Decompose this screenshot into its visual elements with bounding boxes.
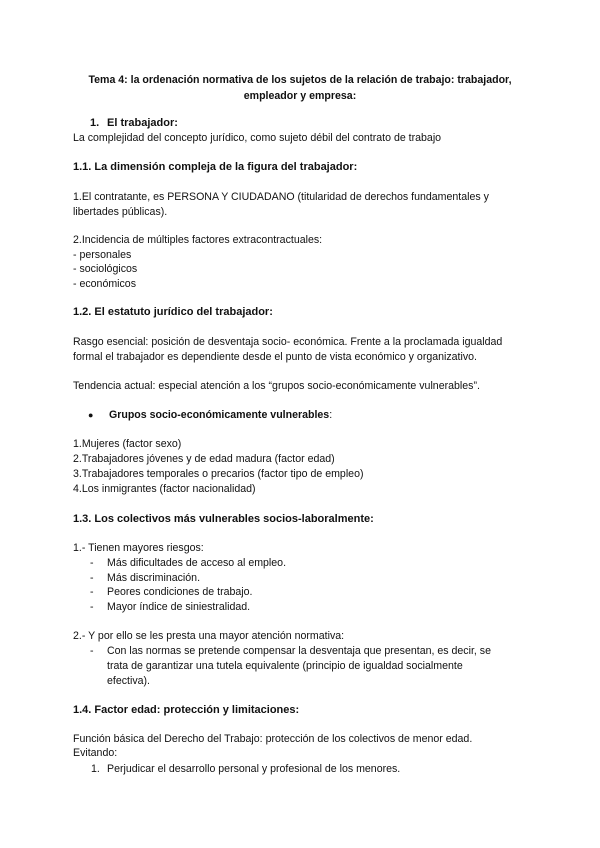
list-item-line: trata de garantizar una tutela equivalente (principio de igualdad socialmente — [107, 660, 463, 672]
list-item: Perjudicar el desarrollo personal y profesional de los menores. — [107, 763, 401, 775]
paragraph-line: libertades públicas). — [73, 206, 168, 218]
list-item: 3.Trabajadores temporales o precarios (factor tipo de empleo) — [73, 468, 364, 480]
list-item-line: Con las normas se pretende compensar la desventaja que presentan, es decir, se — [107, 645, 491, 657]
list-item: Peores condiciones de trabajo. — [107, 586, 253, 598]
section-1-heading: El trabajador: — [107, 117, 178, 129]
paragraph-line: 1.El contratante, es PERSONA Y CIUDADANO (titularidad de derechos fundamentales y — [73, 191, 489, 203]
bullet-icon: ● — [88, 410, 94, 420]
list-item: 1.Mujeres (factor sexo) — [73, 438, 182, 450]
list-dash: - — [90, 557, 94, 569]
section-1-1-heading: 1.1. La dimensión compleja de la figura del trabajador: — [73, 161, 358, 173]
section-1-2-heading: 1.2. El estatuto jurídico del trabajador: — [73, 306, 273, 318]
section-1-3-heading: 1.3. Los colectivos más vulnerables socios-laboralmente: — [73, 513, 374, 525]
paragraph-line: Rasgo esencial: posición de desventaja socio- económica. Frente a la proclamada igualdad — [73, 336, 503, 348]
list-item: - personales — [73, 249, 132, 261]
list-item: 2.Trabajadores jóvenes y de edad madura (factor edad) — [73, 453, 335, 465]
bullet-heading-colon: : — [329, 409, 333, 421]
list-item: - económicos — [73, 278, 136, 290]
paragraph-line: Función básica del Derecho del Trabajo: protección de los colectivos de menor edad. — [73, 733, 473, 745]
paragraph-line: 2.- Y por ello se les presta una mayor atención normativa: — [73, 630, 345, 642]
list-number: 1. — [91, 763, 100, 775]
list-dash: - — [90, 572, 94, 584]
paragraph-line: Tendencia actual: especial atención a los “grupos socio-económicamente vulnerables”. — [73, 380, 480, 392]
document-title-line-2: empleador y empresa: — [243, 90, 357, 102]
list-item: Más discriminación. — [107, 572, 201, 584]
paragraph-line: 2.Incidencia de múltiples factores extracontractuales: — [73, 234, 323, 246]
section-1-number: 1. — [90, 117, 100, 129]
list-item: - sociológicos — [73, 263, 138, 275]
paragraph-line: 1.- Tienen mayores riesgos: — [73, 542, 204, 554]
paragraph-line: Evitando: — [73, 747, 118, 759]
list-item-line: efectiva). — [107, 675, 150, 687]
bullet-heading: Grupos socio-económicamente vulnerables — [109, 409, 330, 421]
bullet-heading-row — [109, 408, 332, 422]
section-1-intro: La complejidad del concepto jurídico, como sujeto débil del contrato de trabajo — [73, 132, 442, 144]
list-dash: - — [90, 586, 94, 598]
list-item: Mayor índice de siniestralidad. — [107, 601, 251, 613]
section-1-4-heading: 1.4. Factor edad: protección y limitaciones: — [73, 704, 300, 716]
list-dash: - — [90, 645, 94, 657]
document-title-line-1: Tema 4: la ordenación normativa de los sujetos de la relación de trabajo: trabajador, — [88, 74, 512, 86]
list-item: Más dificultades de acceso al empleo. — [107, 557, 287, 569]
paragraph-line: formal el trabajador es dependiente desde el punto de vista económico y organizativo. — [73, 351, 477, 363]
list-item: 4.Los inmigrantes (factor nacionalidad) — [73, 483, 256, 495]
list-dash: - — [90, 601, 94, 613]
